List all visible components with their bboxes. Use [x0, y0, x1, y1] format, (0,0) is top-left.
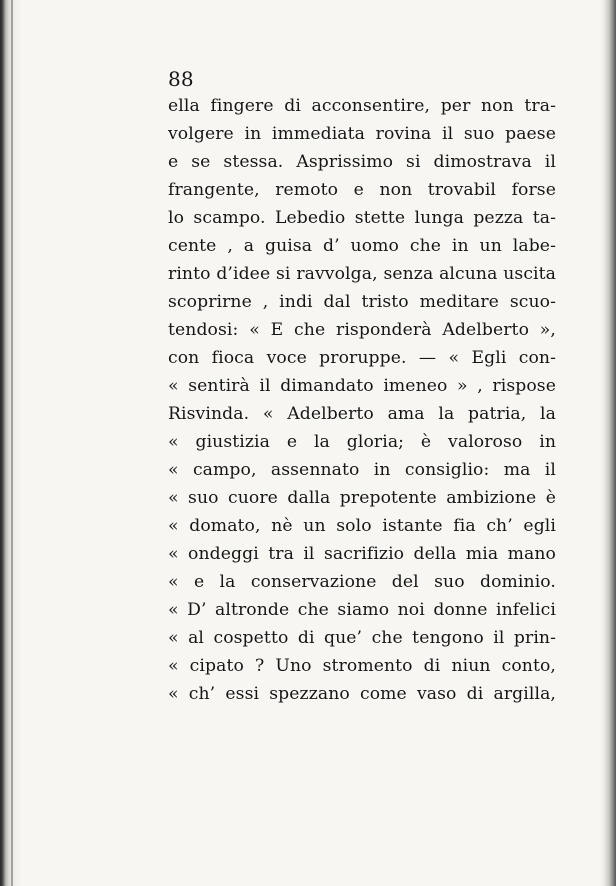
text-line-17: « ondeggi tra il sacrifizio della mia mano — [168, 544, 556, 564]
text-line-9: tendosi: « E che risponderà Adelberto », — [168, 320, 556, 340]
page-right-edge — [600, 0, 616, 886]
text-line-15: « suo cuore dalla prepotente ambizione è — [168, 488, 556, 508]
page-number: 88 — [168, 67, 194, 91]
text-line-22: « ch’ essi spezzano come vaso di argilla, — [168, 684, 556, 704]
text-line-10: con fioca voce proruppe. — « Egli con- — [168, 348, 556, 368]
binding-shadow — [11, 0, 13, 886]
text-line-20: « al cospetto di que’ che tengono il prin- — [168, 628, 556, 648]
text-line-11: « sentirà il dimandato imeneo » , rispose — [168, 376, 556, 396]
text-line-13: « giustizia e la gloria; è valoroso in — [168, 432, 556, 452]
text-line-21: « cipato ? Uno stromento di niun conto, — [168, 656, 556, 676]
text-line-1: ella fingere di acconsentire, per non tra- — [168, 96, 556, 116]
text-line-5: lo scampo. Lebedio stette lunga pezza ta- — [168, 208, 556, 228]
text-line-14: « campo, assennato in consiglio: ma il — [168, 460, 556, 480]
text-line-12: Risvinda. « Adelberto ama la patria, la — [168, 404, 556, 424]
text-line-3: e se stessa. Asprissimo si dimostrava il — [168, 152, 556, 172]
text-line-7: rinto d’idee si ravvolga, senza alcuna uscita — [168, 264, 556, 284]
text-line-6: cente , a guisa d’ uomo che in un labe- — [168, 236, 556, 256]
text-line-8: scoprirne , indi dal tristo meditare scuo- — [168, 292, 556, 312]
text-line-18: « e la conservazione del suo dominio. — [168, 572, 556, 592]
text-line-19: « D’ altronde che siamo noi donne infelici — [168, 600, 556, 620]
text-line-2: volgere in immediata rovina il suo paese — [168, 124, 556, 144]
text-line-16: « domato, nè un solo istante fia ch’ egli — [168, 516, 556, 536]
text-line-4: frangente, remoto e non trovabil forse — [168, 180, 556, 200]
